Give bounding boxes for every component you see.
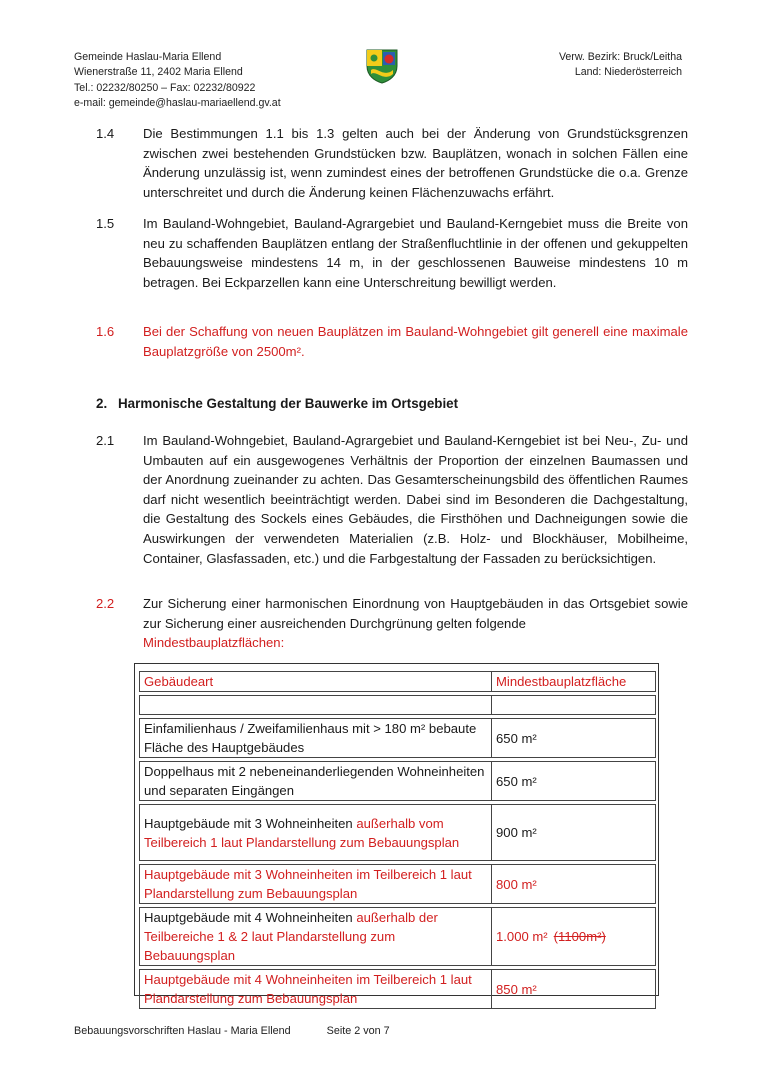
section-1-6: [96, 322, 688, 361]
table-row: [139, 761, 656, 801]
section-1-5: [96, 214, 688, 292]
table-row: [139, 864, 656, 904]
section-text: Die Bestimmungen 1.1 bis 1.3 gelten auch bei der Änderung von Grundstücksgrenzen zwischen zwei bestehenden Grundstücken bzw. Bauplätzen, wonach in solchen Fällen eine Änderung unzulässig ist, wenn zumindest eines der betroffenen Grundstücke die o.a. Grenze unterschreitet und durch die Änderung keinen Flächenzuwachs erfährt.: [143, 126, 688, 200]
heading-number: 2.: [96, 396, 108, 411]
building-type-cell: [139, 718, 492, 758]
area-cell: [492, 761, 656, 801]
building-type-cell: [139, 804, 492, 861]
footer-doc-title: Bebauungsvorschriften Haslau - Maria Ellend: [74, 1025, 291, 1037]
building-type-cell: [139, 969, 492, 1009]
area-value: 850 m²: [496, 981, 537, 997]
phone-fax: Tel.: 02232/80250 – Fax: 02232/80922: [74, 81, 256, 94]
section-text: Im Bauland-Wohngebiet, Bauland-Agrargebiet und Bauland-Kerngebiet muss die Breite von neu zu schaffenden Bauplätzen entlang der Straßenfluchtlinie in der offenen und gekuppelten Bebauungsweise mindestens 14 m, in der geschlossenen Bauweise mindestens 10 m betragen. Bei Eckparzellen kann eine Unterschreitung bewilligt werden.: [143, 216, 688, 290]
street-address: Wienerstraße 11, 2402 Maria Ellend: [74, 66, 243, 79]
type-text: Hauptgebäude mit 4 Wohneinheiten: [144, 910, 357, 925]
section-number: 1.6: [96, 324, 115, 339]
coat-of-arms-icon: [364, 48, 400, 84]
table-row: [139, 718, 656, 758]
min-plot-area-table: [134, 663, 659, 1006]
footer-page-number: Seite 2 von 7: [326, 1025, 390, 1037]
section-1-4: [96, 124, 688, 202]
area-cell: [492, 864, 656, 904]
section-number: 2.2: [96, 596, 115, 611]
type-text-amended: außerhalb vom Teilbereich 1 laut Plandarstellung zum Bebauungsplan: [144, 815, 460, 850]
type-text-amended: Hauptgebäude mit 4 Wohneinheiten im Teilbereich 1 laut Plandarstellung zum Bebauungsplan: [144, 972, 472, 1006]
area-value: 900 m²: [496, 825, 537, 840]
area-value: 650 m²: [496, 730, 537, 746]
header-building-type: Gebäudeart: [139, 671, 492, 692]
header-min-area: Mindestbauplatzfläche: [492, 671, 656, 692]
section-number: 1.4: [96, 126, 115, 141]
district-line: Verw. Bezirk: Bruck/Leitha: [558, 51, 682, 63]
letterhead-district: [559, 50, 682, 81]
section-text: Bei der Schaffung von neuen Bauplätzen im Bauland-Wohngebiet gilt generell eine maximale Bauplatzgröße von 2500m².: [143, 324, 688, 359]
type-text-amended: Hauptgebäude mit 3 Wohneinheiten im Teilbereich 1 laut Plandarstellung zum Bebauungsplan: [144, 867, 472, 901]
letterhead-address: [74, 50, 281, 111]
area-value: 1.000 m²: [496, 929, 548, 944]
section-text-red: Mindestbauplatzflächen:: [143, 635, 285, 651]
building-type-cell: [139, 907, 492, 966]
building-type-cell: [139, 761, 492, 801]
type-text: Einfamilienhaus / Zweifamilienhaus mit > 180 m² bebaute Fläche des Hauptgebäudes: [144, 721, 477, 755]
empty-cell: [139, 695, 492, 715]
section-2-2: [96, 594, 688, 653]
table-spacer-row: [139, 695, 656, 715]
type-text: Doppelhaus mit 2 nebeneinanderliegenden Wohneinheiten und separaten Eingängen: [144, 764, 485, 798]
table-header-row: [139, 671, 656, 692]
section-text: [143, 594, 688, 653]
section-text: Im Bauland-Wohngebiet, Bauland-Agrargebiet und Bauland-Kerngebiet ist bei Neu-, Zu- und Umbauten auf ein ausgewogenes Verhältnis der Proportion der einzelnen Baumassen und der Anordnung zueinander zu achten. Das Gesamterscheinungsbild des öffentlichen Raumes darf nicht wesentlich beeinträchtigt werden. Dabei sind im Besonderen die Dachgestaltung, die Gestaltung des Sockels eines Gebäudes, die Firsthöhen und Dachneigungen sowie die Auswirkungen der verwendeten Materialien (z.B. Holz- und Blockhäuser, Mobilheime, Container, Glasfassaden, etc.) und die Farbgestaltung der Fassaden zu berücksichtigen.: [143, 433, 688, 566]
state-line: Land: Niederösterreich: [574, 66, 682, 79]
area-cell: [492, 907, 656, 966]
table-row: [139, 804, 656, 861]
table-row: [139, 907, 656, 966]
area-cell: [492, 718, 656, 758]
section-text-black: Zur Sicherung einer harmonischen Einordnung von Hauptgebäuden in das Ortsgebiet sowie zur Sicherung einer ausreichenden Durchgrünung gelten folgende: [143, 596, 688, 631]
table-row: [139, 969, 656, 1009]
section-number: 1.5: [96, 216, 115, 231]
municipality-name: Gemeinde Haslau-Maria Ellend: [74, 51, 222, 63]
email-address: e-mail: gemeinde@haslau-mariaellend.gv.at: [74, 96, 281, 109]
section-number: 2.1: [96, 433, 115, 448]
area-cell: [492, 804, 656, 861]
type-text-amended: außerhalb der Teilbereiche 1 & 2 laut Plandarstellung zum Bebauungsplan: [144, 910, 438, 963]
page-footer: [74, 1025, 390, 1037]
area-value: 650 m²: [496, 773, 537, 789]
area-cell: [492, 969, 656, 1009]
section-2-1: [96, 431, 688, 568]
area-value: 800 m²: [496, 876, 537, 892]
empty-cell: [492, 695, 656, 715]
type-text: Hauptgebäude mit 3 Wohneinheiten: [144, 815, 357, 831]
section-heading-2: [96, 396, 458, 411]
heading-title: Harmonische Gestaltung der Bauwerke im Ortsgebiet: [118, 396, 459, 411]
area-value-struck: (1100m²): [553, 929, 606, 944]
building-type-cell: [139, 864, 492, 904]
